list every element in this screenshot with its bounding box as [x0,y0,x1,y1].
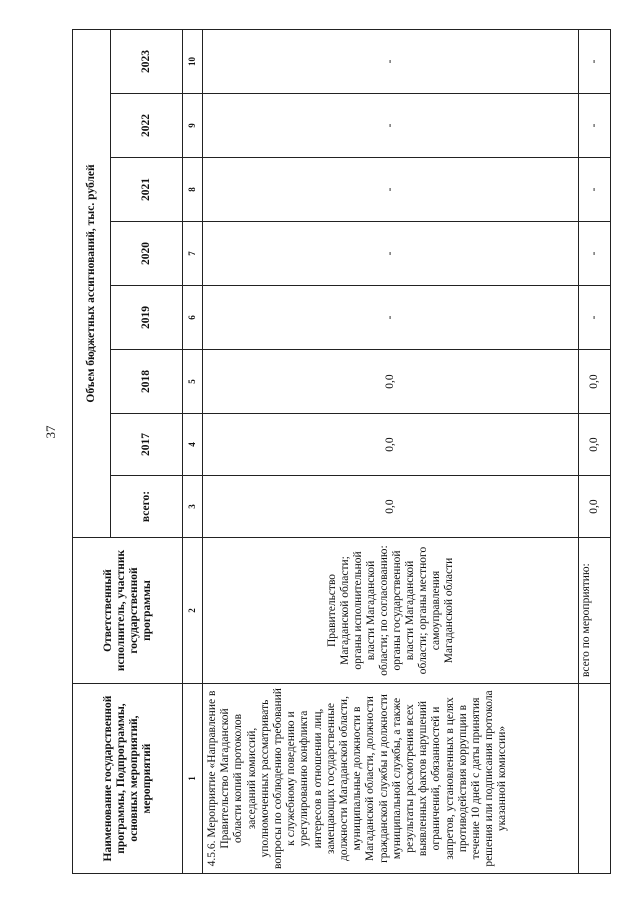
rotated-table-sheet [72,30,610,874]
total-value: 0,0 [579,350,611,414]
total-value: - [579,30,611,94]
column-number: 4 [183,414,203,476]
page-number: 37 [43,425,58,439]
empty-cell [579,684,611,874]
value-cell: - [203,158,579,222]
header-year: 2020 [111,222,183,286]
column-number: 10 [183,30,203,94]
header-executor: Ответственный исполнитель, участник государственной программы [73,538,183,684]
total-value: 0,0 [579,414,611,476]
total-value: - [579,222,611,286]
header-name: Наименование государственной программы, Подпрограммы, основных мероприятий, мероприятий [73,684,183,874]
header-year: 2021 [111,158,183,222]
column-number: 3 [183,476,203,538]
header-total: всего: [111,476,183,538]
value-cell: - [203,94,579,158]
column-number: 9 [183,94,203,158]
activity-name: 4.5.6. Мероприятие «Направление в Правительство Магаданской области копий протоколов заседаний комиссий, уполномоченных рассматривать вопросы по соблюдению требований к служебному поведению и урегулированию конфликта интересов в отношении лиц, замещающих государственные должности Магаданской области, муниципальные должности в Магаданской области, должности гражданской службы и должности муниципальной службы, а также результаты рассмотрения всех выявленных фактов нарушений ограничений, обязанностей и запретов, установленных в целях противодействия коррупции в течение 10 дней с даты принятия решения или подписания протокола указанной комиссии» [203,684,579,874]
value-cell: 0,0 [203,350,579,414]
column-number: 1 [183,684,203,874]
budget-table [72,29,611,874]
total-value: - [579,158,611,222]
total-value: - [579,286,611,350]
header-year: 2023 [111,30,183,94]
total-value: 0,0 [579,476,611,538]
header-year: 2018 [111,350,183,414]
value-cell: - [203,286,579,350]
total-label: всего по мероприятию: [579,538,611,684]
header-year: 2019 [111,286,183,350]
column-number: 8 [183,158,203,222]
value-cell: - [203,30,579,94]
total-value: - [579,94,611,158]
table-wrapper [72,30,610,874]
activity-executor: Правительство Магаданской области; органы исполнительной власти Магаданской области; по согласованию: органы государственной власти Магаданской области; органы местного самоуправления Магаданской области [203,538,579,684]
column-number: 7 [183,222,203,286]
value-total: 0,0 [203,476,579,538]
column-number: 2 [183,538,203,684]
header-budget-volume: Объем бюджетных ассигнований, тыс. рублей [73,30,111,538]
value-cell: - [203,222,579,286]
header-year: 2022 [111,94,183,158]
column-number: 5 [183,350,203,414]
header-year: 2017 [111,414,183,476]
value-cell: 0,0 [203,414,579,476]
column-number: 6 [183,286,203,350]
